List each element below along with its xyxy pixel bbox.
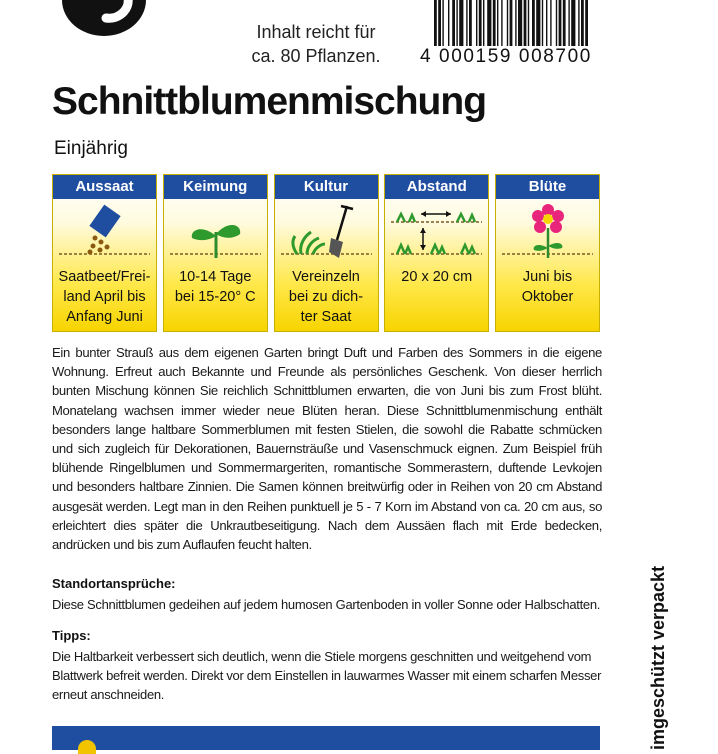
info-box-keimung [163,174,268,332]
info-line: Juni bis [522,269,573,285]
barcode-bar [497,0,498,46]
info-box-abstand [384,174,489,332]
barcode [420,0,682,72]
info-line: Oktober [521,289,574,305]
barcode-bar [550,0,551,46]
barcode-bar [542,0,543,46]
info-line: 10-14 Tage [179,269,252,285]
barcode-bar [581,0,584,46]
info-box-text [385,267,488,287]
info-line: land April bis [63,289,146,305]
barcode-bar [434,0,437,46]
barcode-bar [536,0,540,46]
barcode-bar [487,0,491,46]
info-box-heading: Aussaat [53,175,156,199]
side-label [646,548,686,750]
page-title: Schnittblumenmischung [52,80,487,123]
barcode-bar [518,0,522,46]
barcode-bar [438,0,441,46]
barcode-bar [448,0,449,46]
barcode-bar [442,0,443,46]
seedling-icon [166,202,265,262]
barcode-bar [510,0,513,46]
barcode-bar [559,0,562,46]
barcode-bars [434,0,684,46]
barcode-bar [483,0,484,46]
seed-packet-icon [55,202,154,262]
barcode-bar [501,0,502,46]
info-box-heading: Keimung [164,175,267,199]
barcode-bar [528,0,529,46]
barcode-bar [507,0,508,46]
barcode-bar [563,0,566,46]
info-boxes [52,174,600,332]
barcode-bar [452,0,455,46]
content-line-2: ca. 80 Pflanzen. [251,46,381,66]
barcode-bar [476,0,477,46]
barcode-bar [556,0,557,46]
content-hint [236,20,396,68]
barcode-bar [532,0,535,46]
spacing-icon [387,202,486,262]
info-line: ter Saat [300,309,352,325]
barcode-bar [571,0,575,46]
barcode-bar [493,0,496,46]
info-box-heading: Blüte [496,175,599,199]
tips-text: Die Haltbarkeit verbessert sich deutlich, wenn die Stiele morgens geschnitten und weitgehend vom Blattwerk befreit werden. Direkt vor dem Einstellen in lauwarmes Wasser mit einem scharfen Messer erneut anschneiden. [52,649,602,703]
barcode-bar [469,0,472,46]
location-heading: Standortansprüche: [52,576,176,591]
info-line: Saatbeet/Frei- [58,269,151,285]
description-text: Ein bunter Strauß aus dem eigenen Garten bringt Duft und Farben des Sommers in die eigene Wohnung. Erfreut auch Bekannte und Freunde als persönliches Geschenk. Von dieser herrlich bunten Mischung können Sie reichlich Schnittblumen erwarten, die von Juni bis zum Frost blüht. Monatelang wachsen immer wieder neue Blüten heran. Diese Schnittblumenmischung enthält besonders lange haltbare Sommerblumen mit festen Stielen, die sowohl die Rabatte schmücken und sich zugleich für Dekorationen, Bauernsträuße und Vasenschmuck eignen. Zum Beispiel früh blühende Ringelblumen und Sommermargeriten, romantische Sommerastern, duftende Levkojen und besonders haltbare Zinnien. Die Samen können breitwürfig oder in Reihen von 20 cm Abstand ausgesät werden. Legt man in den Reihen punktuell je 5 - 7 Korn im Abstand von ca. 20 cm aus, so erleichtert dies später die Unkrautbeseitigung. Nach dem Aussäen flach mit Erde bedecken, andrücken und bis zum Auflaufen feucht halten. [52,345,602,553]
info-box-aussaat [52,174,157,332]
barcode-number: 4 000159 008700 [420,46,592,67]
barcode-bar [466,0,467,46]
barcode-bar [578,0,579,46]
info-box-text [275,267,378,327]
barcode-bar [568,0,569,46]
bottom-band [52,726,600,750]
barcode-bar [524,0,527,46]
brand-logo [58,0,150,38]
spade-icon [277,202,376,262]
info-line: bei 15-20° C [174,289,256,305]
barcode-bar [515,0,516,46]
info-box-kultur [274,174,379,332]
info-box-bluete [495,174,600,332]
tips-heading: Tipps: [52,628,91,643]
info-line: 20 x 20 cm [401,269,473,285]
info-box-heading: Abstand [385,175,488,199]
barcode-bar [546,0,547,46]
info-box-heading: Kultur [275,175,378,199]
content-line-1: Inhalt reicht für [256,22,376,42]
barcode-bar [459,0,463,46]
info-line: bei zu dich- [288,289,364,305]
info-box-text [496,267,599,307]
info-line: Anfang Juni [66,309,143,325]
barcode-bar [585,0,588,46]
info-box-text [53,267,156,327]
leaf-icon [78,740,96,754]
page-subtitle: Einjährig [54,138,128,159]
location-text: Diese Schnittblumen gedeihen auf jedem humosen Gartenboden in voller Sonne oder Halbschatten. [52,597,601,612]
barcode-bar [456,0,457,46]
flower-icon [498,202,597,262]
barcode-bar [479,0,482,46]
side-label-text: imgeschützt verpackt [648,565,668,750]
info-box-text [164,267,267,307]
info-line: Vereinzeln [292,269,360,285]
